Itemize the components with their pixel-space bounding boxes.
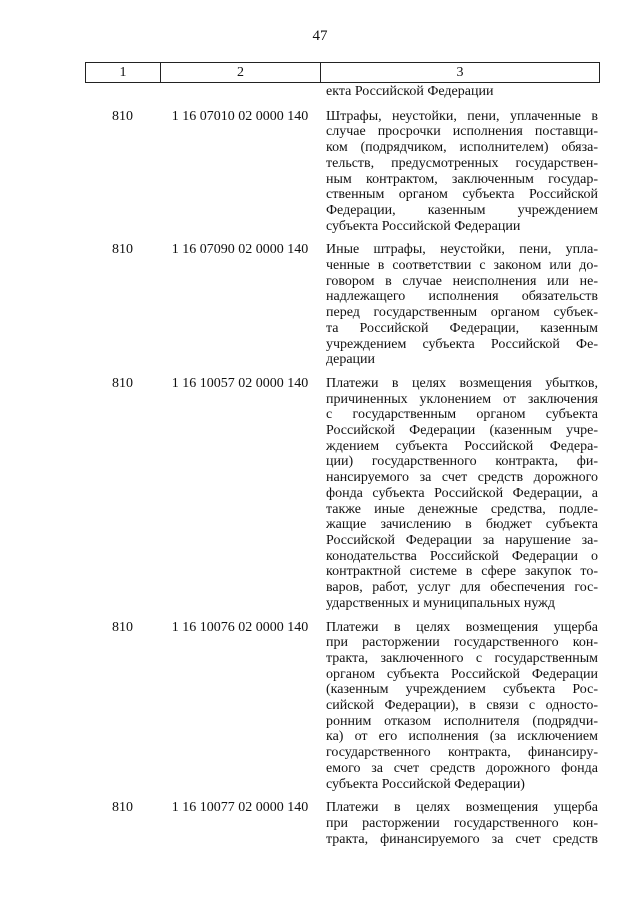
description-line: Федерации, казенным учреждением [326,202,598,218]
description-line: при расторжении государственного кон- [326,815,598,831]
description-line: ронним отказом исполнителя (подрядчи- [326,713,598,729]
description-line: емого за счет средств дорожного фонда [326,760,598,776]
description-line: субъекта Российской Федерации [326,218,521,234]
revenue-code: 1 16 07090 02 0000 140 [171,242,309,258]
description-line: ченные в соответствии с законом или до- [326,258,598,274]
rows-container [85,109,600,848]
description-line: перед государственным органом субъек- [326,305,598,321]
header-col-2: 2 [161,63,321,82]
description-line: причиненных уклонением от заключения [326,391,598,407]
description-line: с государственным органом субъекта [326,407,598,423]
description-line: та Российской Федерации, казенным [326,320,598,336]
table-row [85,620,600,793]
header-col-3: 3 [456,64,464,80]
description-line: Платежи в целях возмещения ущерба [326,619,598,635]
admin-code: 810 [112,375,133,391]
revenue-code [160,84,320,100]
description-line: конодательства Российской Федерации о [326,548,598,564]
description-line: учреждением субъекта Российской Фе- [326,336,598,352]
description-line: Платежи в целях возмещения убытков, [326,375,598,391]
table-row [85,376,600,612]
description-line: государственного контракта, финансиру- [326,745,598,761]
header-col-1: 1 [86,63,161,82]
admin-code: 810 [112,619,133,635]
description-line: дерации [326,352,376,368]
revenue-description [320,242,600,368]
table-header [85,62,600,83]
table-row [85,242,600,368]
description-line: контрактной системе в сфере закупок то- [326,564,598,580]
description-line: говором в случае неисполнения или не- [326,273,598,289]
admin-code: 810 [112,242,133,258]
description-line: ждением субъекта Российской Федера- [326,438,598,454]
description-line: ком (подрядчиком, исполнителем) обяза- [326,140,598,156]
description-line: ка) от его исполнения (за исключением [326,729,598,745]
revenue-code: 1 16 07010 02 0000 140 [171,108,309,124]
description-line: жащие зачислению в бюджет субъекта [326,517,598,533]
table-row [85,109,600,235]
description-line: екта Российской Федерации [326,84,494,99]
description-line: Штрафы, неустойки, пени, уплаченные в [326,108,598,124]
description-line: при расторжении государственного кон- [326,635,598,651]
revenue-description [320,620,600,793]
description-line: тракта, заключенного с государственным [326,650,598,666]
admin-code [85,84,160,100]
description-line: фонда субъекта Российской Федерации, а [326,485,598,501]
description-line: варов, работ, услуг для обеспечения гос- [326,580,598,596]
description-line: случае просрочки исполнения поставщи- [326,124,598,140]
revenue-code: 1 16 10057 02 0000 140 [171,375,309,391]
description-line: ударственных и муниципальных нужд [326,595,555,611]
revenue-description [320,84,600,100]
description-line: ции) государственного контракта, фи- [326,454,598,470]
description-line: Российской Федерации (казенным учре- [326,423,598,439]
description-line: нансируемого за счет средств дорожного [326,470,598,486]
description-line: ственным органом субъекта Российской [326,187,598,203]
description-line: сийской Федерации), в связи с односто- [326,698,598,714]
description-line: Иные штрафы, неустойки, пени, упла- [326,242,598,258]
description-line: тельств, предусмотренных государствен- [326,155,598,171]
admin-code: 810 [112,800,133,816]
table-row [85,800,600,847]
page-number: 47 [312,28,328,44]
description-line: (казенным учреждением субъекта Рос- [326,682,598,698]
description-line: Платежи в целях возмещения ущерба [326,800,598,816]
revenue-description [320,109,600,235]
description-line: субъекта Российской Федерации) [326,776,525,792]
revenue-description [320,376,600,612]
revenue-description [320,800,600,847]
admin-code: 810 [112,108,133,124]
table-body [85,84,600,855]
description-line: ным контрактом, заключенным государ- [326,171,598,187]
description-line: также иные денежные средства, подле- [326,501,598,517]
description-line: органом субъекта Российской Федерации [326,666,598,682]
description-line: надлежащего исполнения обязательств [326,289,598,305]
table-row-continuation [85,84,600,100]
description-line: тракта, финансируемого за счет средств [326,831,598,847]
description-line: Российской Федерации за нарушение за- [326,532,598,548]
revenue-code: 1 16 10076 02 0000 140 [171,619,309,635]
revenue-code: 1 16 10077 02 0000 140 [171,800,309,816]
